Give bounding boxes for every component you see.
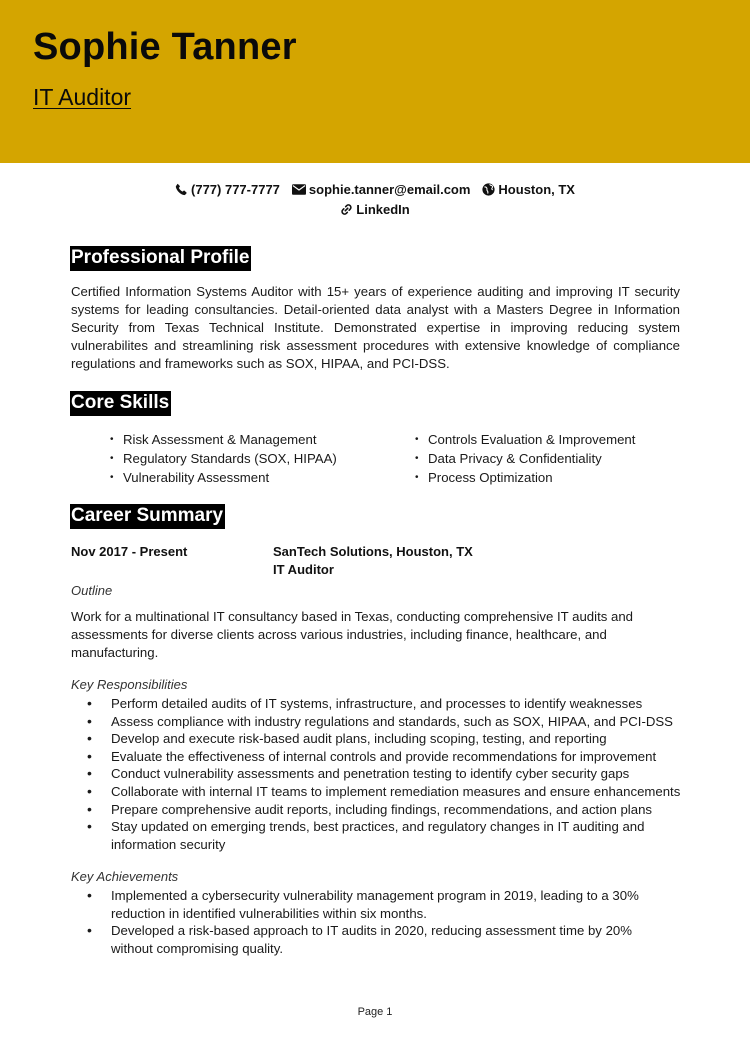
- list-item: • Assess compliance with industry regulations and standards, such as SOX, HIPAA, and PCI-DSS: [87, 713, 687, 731]
- list-item: • Stay updated on emerging trends, best practices, and regulatory changes in IT auditing and information security: [87, 818, 647, 853]
- job-role: IT Auditor: [273, 562, 334, 577]
- contact-row-secondary: [0, 202, 750, 217]
- linkedin-text: LinkedIn: [356, 202, 410, 217]
- list-item: • Developed a risk-based approach to IT audits in 2020, reducing assessment time by 20% without compromising quality.: [87, 922, 677, 957]
- list-item: • Perform detailed audits of IT systems, infrastructure, and processes to identify weaknesses: [87, 695, 687, 713]
- candidate-title: IT Auditor: [33, 84, 132, 110]
- link-icon: [340, 203, 353, 216]
- contact-email[interactable]: [292, 182, 471, 197]
- candidate-name: Sophie Tanner: [33, 26, 297, 68]
- achievements-label: Key Achievements: [71, 869, 179, 884]
- profile-summary: Certified Information Systems Auditor with 15+ years of experience auditing and improving IT security systems for leading consultancies. Detail-oriented data analyst with a Masters Degree in Information Security from Texas Technical Institute. Demonstrated expertise in improving reducing system vulnerabilites and streamlining risk assessment procedures with extensive knowledge of compliance regulations and frameworks such as SOX, HIPAA, and PCI-DSS.: [71, 284, 680, 371]
- envelope-icon: [292, 184, 306, 195]
- skill-item: • Risk Assessment & Management: [110, 430, 415, 449]
- phone-icon: [175, 183, 188, 196]
- list-item: • Evaluate the effectiveness of internal controls and provide recommendations for improvement: [87, 748, 687, 766]
- header-band: [0, 0, 750, 163]
- achievements-list: [87, 887, 687, 957]
- list-item: • Develop and execute risk-based audit plans, including scoping, testing, and reporting: [87, 730, 687, 748]
- globe-icon: [482, 183, 495, 196]
- outline-label: Outline: [71, 583, 113, 598]
- skill-item: • Process Optimization: [415, 468, 710, 487]
- list-item: • Implemented a cybersecurity vulnerability management program in 2019, leading to a 30% reduction in identified vulnerabilities within six months.: [87, 887, 677, 922]
- contact-phone[interactable]: [175, 182, 280, 197]
- contact-row-primary: [0, 182, 750, 197]
- list-item: • Collaborate with internal IT teams to implement remediation measures and ensure enhancements: [87, 783, 687, 801]
- phone-text: (777) 777-7777: [191, 182, 280, 197]
- page-number: Page 1: [357, 1006, 393, 1018]
- contact-linkedin[interactable]: [340, 202, 409, 217]
- responsibilities-label: Key Responsibilities: [71, 677, 188, 692]
- section-heading-skills: Core Skills: [70, 391, 171, 416]
- skill-item: • Data Privacy & Confidentiality: [415, 449, 710, 468]
- skill-item: • Vulnerability Assessment: [110, 468, 415, 487]
- email-text: sophie.tanner@email.com: [308, 182, 471, 197]
- section-heading-profile: Professional Profile: [70, 246, 251, 271]
- skill-item: • Controls Evaluation & Improvement: [415, 430, 710, 449]
- list-item: • Conduct vulnerability assessments and penetration testing to identify cyber security gaps: [87, 765, 687, 783]
- job-company: SanTech Solutions, Houston, TX: [273, 544, 473, 559]
- job-dates: Nov 2017 - Present: [71, 544, 188, 559]
- responsibilities-list: [87, 695, 687, 853]
- list-item: • Prepare comprehensive audit reports, including findings, recommendations, and action plans: [87, 801, 687, 819]
- skills-list: [110, 430, 710, 487]
- contact-location: [482, 182, 575, 197]
- location-text: Houston, TX: [498, 182, 575, 197]
- job-outline: Work for a multinational IT consultancy based in Texas, conducting comprehensive IT audits and assessments for diverse clients across various industries, including finance, healthcare, and manufacturing.: [71, 609, 633, 660]
- section-heading-career: Career Summary: [70, 504, 225, 529]
- skill-item: • Regulatory Standards (SOX, HIPAA): [110, 449, 415, 468]
